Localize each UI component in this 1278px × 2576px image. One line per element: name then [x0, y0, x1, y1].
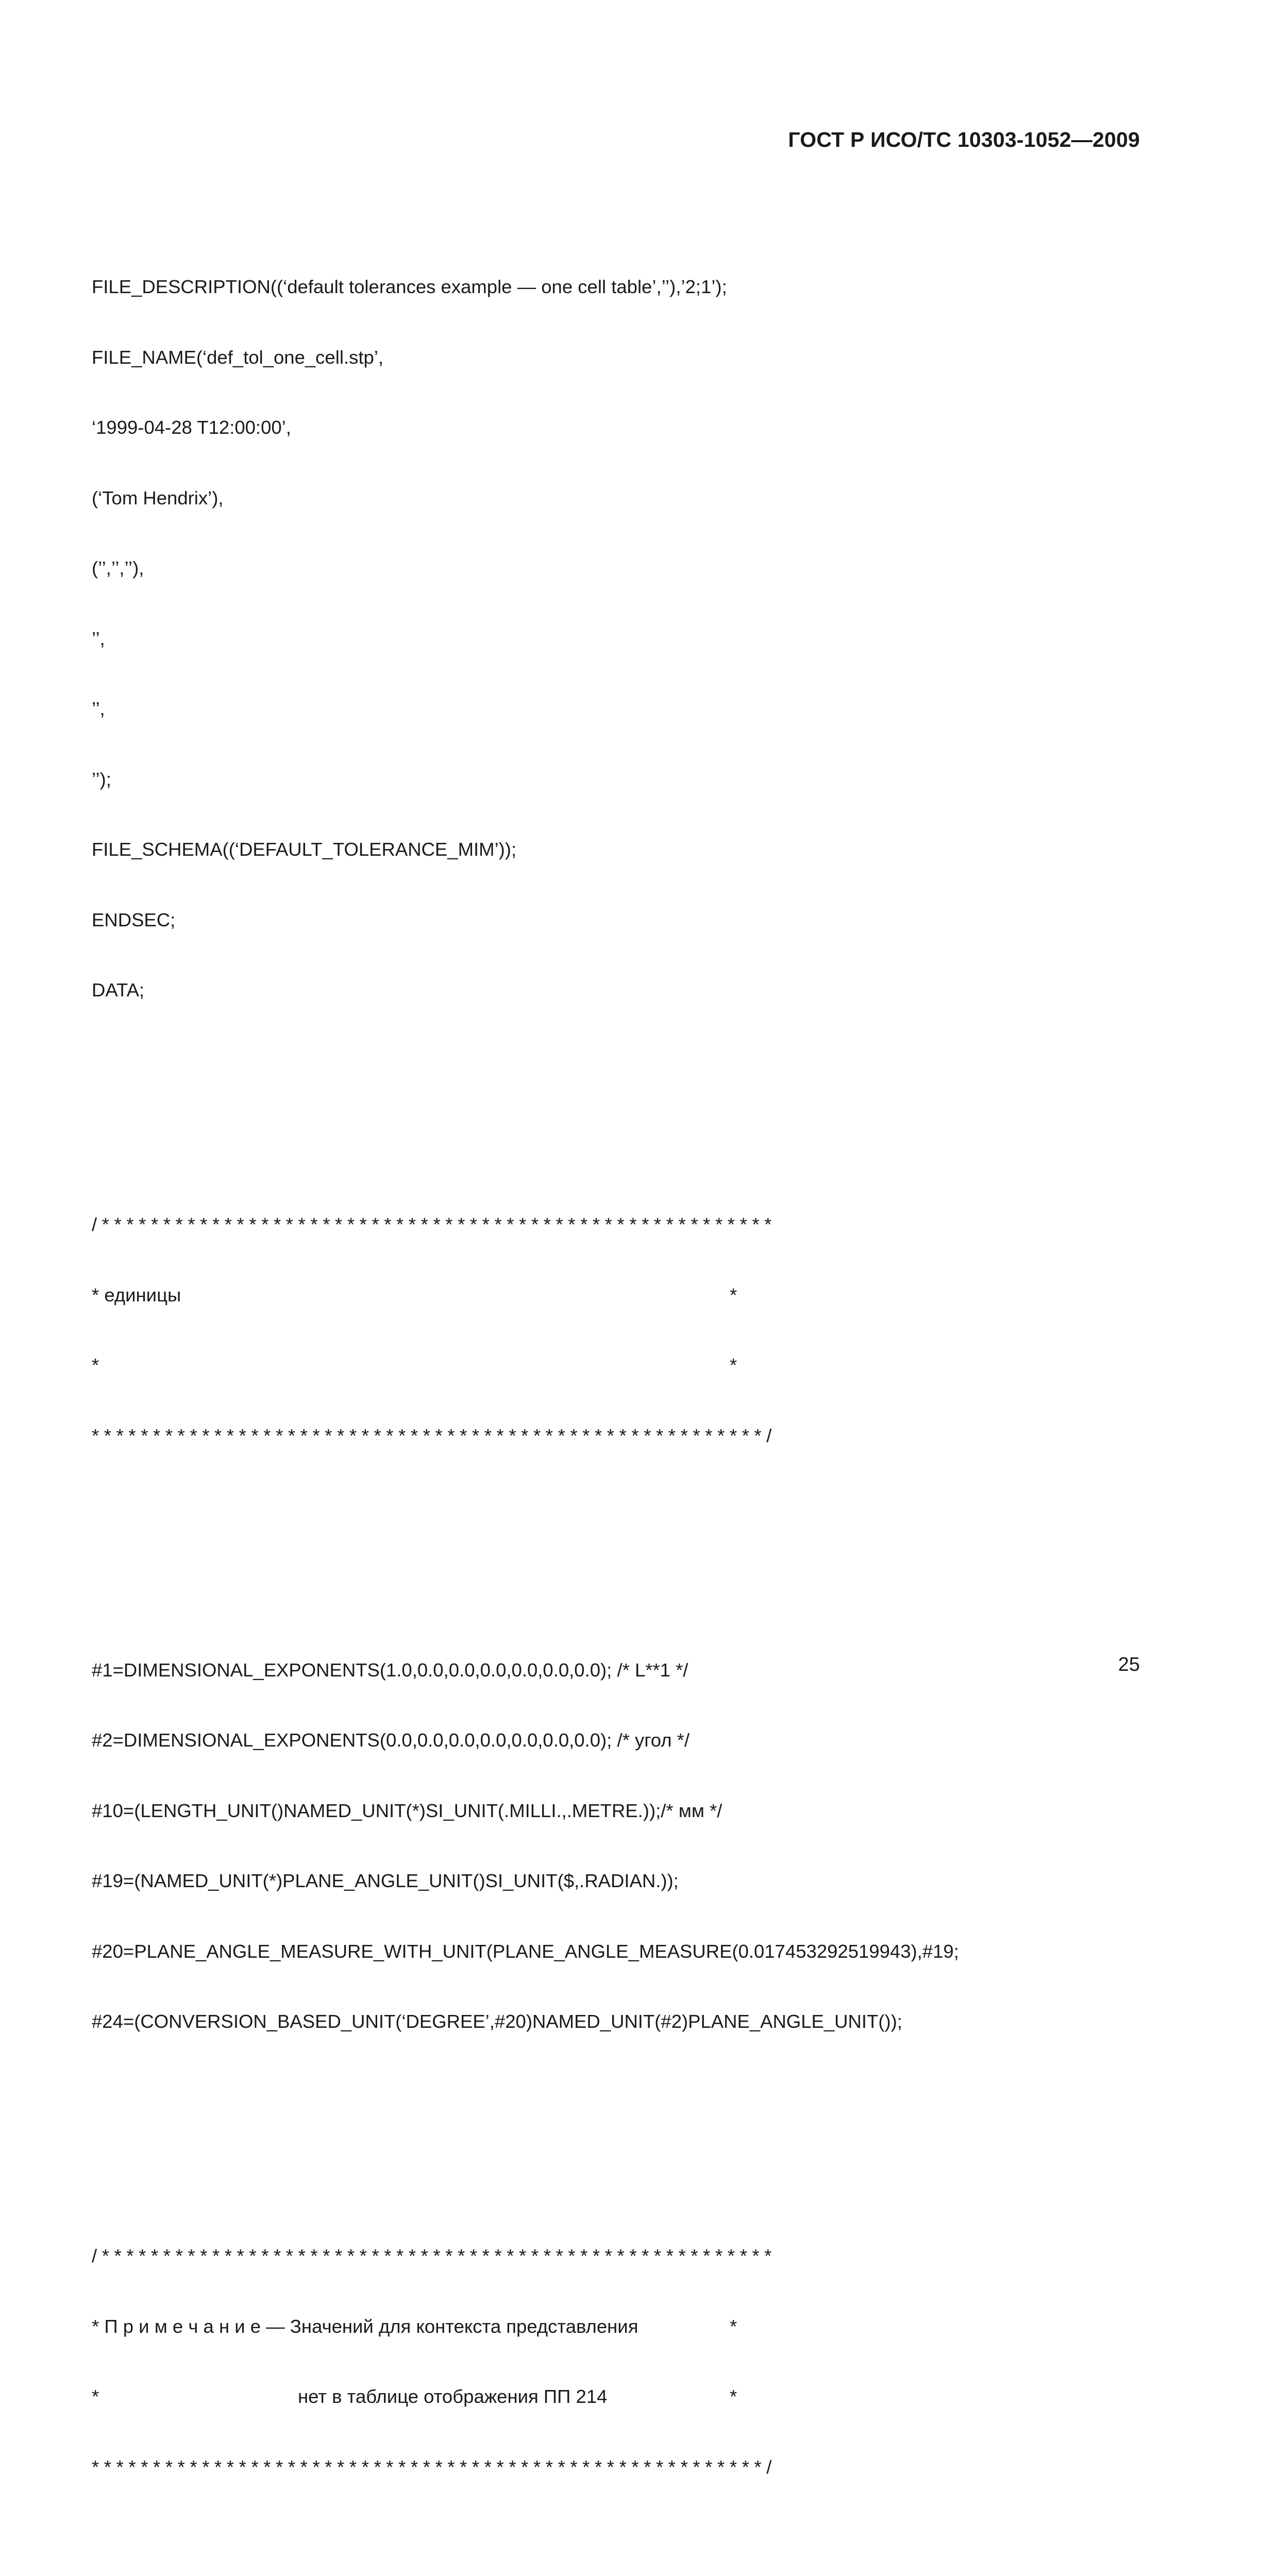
- comment-text: нет в таблице отображения ПП 214: [298, 2386, 608, 2407]
- code-line: ’’,: [92, 698, 105, 719]
- code-listing: [92, 181, 1143, 2576]
- comment-block-note: [92, 2197, 1143, 2526]
- code-line: (‘Tom Hendrix’),: [92, 487, 224, 509]
- code-line: FILE_SCHEMA((‘DEFAULT_TOLERANCE_MIM’));: [92, 839, 517, 860]
- code-line: DATA;: [92, 979, 145, 1001]
- document-header: ГОСТ Р ИСО/ТС 10303-1052—2009: [788, 128, 1140, 151]
- code-line: ’’,: [92, 628, 105, 649]
- blank-line: [92, 1541, 1143, 1565]
- code-line: #1=DIMENSIONAL_EXPONENTS(1.0,0.0,0.0,0.0,0.0,0.0,0.0); /* L**1 */: [92, 1659, 688, 1681]
- code-line: #19=(NAMED_UNIT(*)PLANE_ANGLE_UNIT()SI_UNIT($,.RADIAN.));: [92, 1870, 679, 1891]
- comment-edge: *: [730, 2386, 737, 2407]
- blank-line: [92, 1049, 1143, 1073]
- code-line: #20=PLANE_ANGLE_MEASURE_WITH_UNIT(PLANE_ANGLE_MEASURE(0.017453292519943),#19;: [92, 1940, 959, 1962]
- comment-text: * П р и м е ч а н и е — Значений для контекста представления: [92, 2315, 638, 2337]
- comment-text: *: [92, 1354, 99, 1376]
- comment-line: [92, 1283, 1143, 1307]
- code-line: (’’,’’,’’),: [92, 557, 144, 579]
- comment-line: [92, 2385, 1143, 2409]
- page-number: 25: [1118, 1654, 1140, 1675]
- code-line: #10=(LENGTH_UNIT()NAMED_UNIT(*)SI_UNIT(.MILLI.,.METRE.));/* мм */: [92, 1800, 722, 1821]
- code-line: FILE_NAME(‘def_tol_one_cell.stp’,: [92, 346, 384, 368]
- comment-border-top: /*******************************************************: [92, 1214, 777, 1235]
- code-line: FILE_DESCRIPTION((‘default tolerances example — one cell table’,’’),’2;1’);: [92, 276, 727, 297]
- comment-text: * единицы: [92, 1284, 181, 1306]
- comment-edge: *: [730, 1354, 737, 1376]
- code-line: ’’);: [92, 768, 111, 790]
- comment-border-top: /*******************************************************: [92, 2245, 777, 2266]
- code-line: #24=(CONVERSION_BASED_UNIT(‘DEGREE’,#20)NAMED_UNIT(#2)PLANE_ANGLE_UNIT());: [92, 2011, 902, 2032]
- blank-line: [92, 2572, 1143, 2576]
- comment-border-bottom: *******************************************************/: [92, 1425, 777, 1446]
- comment-edge: *: [730, 1284, 737, 1306]
- comment-edge: *: [92, 2386, 99, 2407]
- code-line: ENDSEC;: [92, 909, 176, 930]
- code-line: ‘1999-04-28 T12:00:00’,: [92, 417, 291, 438]
- blank-line: [92, 2080, 1143, 2104]
- comment-line: [92, 2315, 1143, 2338]
- code-line: #2=DIMENSIONAL_EXPONENTS(0.0,0.0,0.0,0.0,0.0,0.0,0.0); /* угол */: [92, 1730, 690, 1751]
- comment-border-bottom: *******************************************************/: [92, 2456, 777, 2478]
- comment-edge: *: [730, 2315, 737, 2337]
- comment-line: [92, 1353, 1143, 1377]
- comment-block-units: [92, 1166, 1143, 1494]
